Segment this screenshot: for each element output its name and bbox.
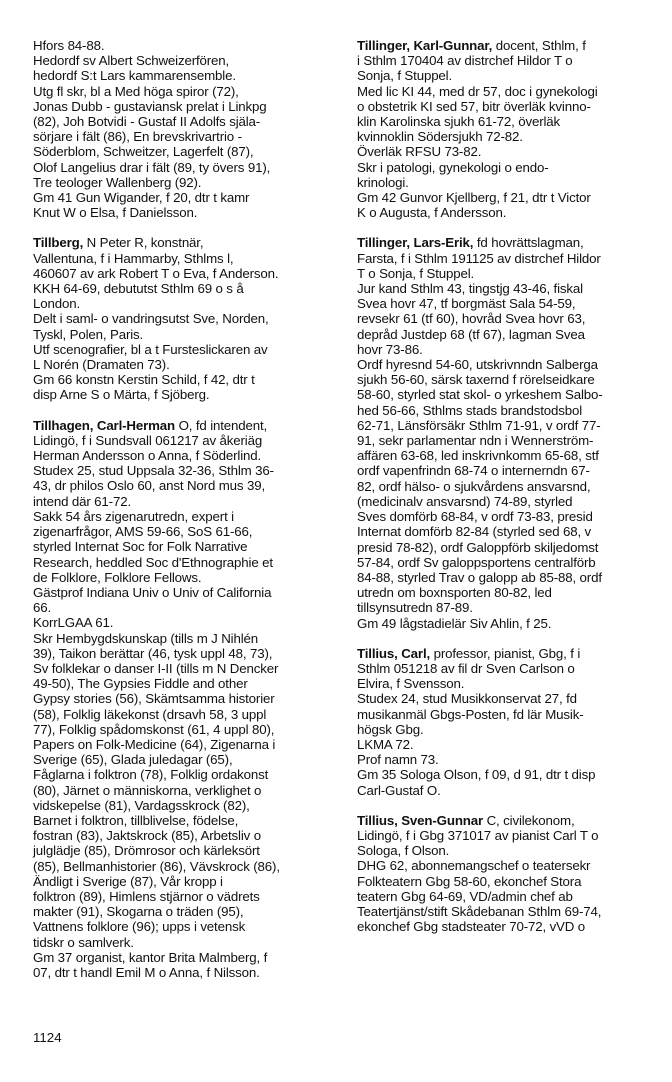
text-line: (80), Järnet o människorna, verklighet o [33,782,262,798]
entry-name: Tillinger, Karl-Gunnar, [357,38,493,53]
text-line: Jonas Dubb - gustaviansk prelat i Linkpg [33,98,267,114]
text-line: de Folklore, Folklore Fellows. [33,569,202,585]
text-line: Gästprof Indiana Univ o Univ of California [33,584,272,600]
text-line: Gm 37 organist, kantor Brita Malmberg, f [33,949,268,965]
text-line: 39), Taikon berättar (46, tysk uppl 48, 73), [33,645,273,661]
text-line: K o Augusta, f Andersson. [357,205,507,221]
text-line: 49-50), The Gypsies Fiddle and other [33,676,248,692]
text-line: 58-60, styrled stat skol- o yrkeshem Salbo- [357,387,603,403]
text-line: presid 78-82), ordf Galoppförb skiljedomst [357,539,599,555]
text-line: vidskepelse (81), Vardagsskrock (82), [33,797,250,813]
biography-entry [33,235,325,402]
text-line: Elvira, f Svensson. [357,676,465,692]
text-line: Söderblom, Schweitzer, Lagerfelt (87), [33,144,254,160]
text-line: Olof Langelius drar i fält (89, ty övers 91), [33,159,271,175]
text-line: teatern Gbg 64-69, VD/admin chef ab [357,888,573,904]
text-line: revsekr 61 (tf 60), hovråd Svea hovr 63, [357,311,586,327]
text-line: disp Arne S o Märta, f Sjöberg. [33,387,210,403]
text-line: affären 63-68, led inskrivnkomm 65-68, stf [357,448,599,464]
text-line: zigenarfrågor, AMS 59-66, SoS 61-66, [33,524,253,540]
text-line: 77), Folklig spådomskonst (61, 4 uppl 80), [33,721,275,737]
text-line: Utg fl skr, bl a Med höga spiror (72), [33,83,239,99]
text-line: klin Karolinska sjukh 61-72, överläk [357,114,561,130]
text-line: 460607 av ark Robert T o Eva, f Anderson. [33,265,279,281]
biography-entry [33,38,325,220]
right-column [357,38,649,949]
text-line: (85), Bellmanhistorier (86), Vävskrock (86), [33,858,280,874]
text-line: Fåglarna i folktron (78), Folklig ordakonst [33,767,269,783]
text-line: Sakk 54 års zigenarutredn, expert i [33,508,234,524]
text-line: sjukh 56-60, särsk taxernd f rörelseidkare [357,372,595,388]
text-line: Farsta, f i Sthlm 191125 av distrchef Hildor [357,250,601,266]
text-line: 57-84, ordf Sv galoppsportens centralförb [357,554,596,570]
text-line: Gypsy stories (56), Skämtsamma historier [33,691,275,707]
text-line: Överläk RFSU 73-82. [357,144,482,160]
text-line: Gm 41 Gun Wigander, f 20, dtr t kamr [33,190,250,206]
text-line: ekonchef Gbg stadsteater 70-72, vVD o [357,919,586,935]
text-line: Studex 25, stud Uppsala 32-36, Sthlm 36- [33,463,274,479]
entry-heading-rest: docent, Sthlm, f [492,38,586,53]
entry-heading-line [357,38,649,53]
text-line: krinologi. [357,174,409,190]
text-line: DHG 62, abonnemangschef o teatersekr [357,858,591,874]
entry-heading-line [33,418,325,433]
entry-heading-line [357,646,649,661]
entry-heading-line [33,235,325,250]
text-line: Utf scenografier, bl a t Fursteslickaren av [33,341,268,357]
text-line: Teatertjänst/stift Skådebanan Sthlm 69-74, [357,903,602,919]
text-line: (medicinalv ansvarsnd) 74-89, styrled [357,493,573,509]
text-line: hedordf S:t Lars kammarensemble. [33,68,236,84]
text-line: i Sthlm 170404 av distrchef Hildor T o [357,53,573,69]
text-line: hovr 73-86. [357,341,423,357]
text-line: Sthlm 051218 av fil dr Sven Carlson o [357,660,575,676]
biography-entry [357,646,649,798]
text-line: Lidingö, f i Gbg 371017 av pianist Carl T o [357,827,599,843]
text-line: Internat domförb 82-84 (styrled sed 68, v [357,524,592,540]
text-line: Carl-Gustaf O. [357,782,441,798]
entry-heading-rest: fd hovrättslagman, [473,235,584,251]
entry-name: Tillius, Carl, [357,645,431,661]
text-line: Herman Andersson o Anna, f Söderlind. [33,448,262,464]
text-line: Svea hovr 47, tf borgmäst Sala 54-59, [357,296,576,312]
text-line: Barnet i folktron, tillblivelse, födelse, [33,812,239,828]
text-line: Gm 49 lågstadielär Siv Ahlin, f 25. [357,615,552,631]
text-line: Research, heddled Soc d'Ethnographie et [33,554,273,570]
text-line: Gm 42 Gunvor Kjellberg, f 21, dtr t Victor [357,190,591,206]
text-line: julglädje (85), Drömrosor och kärleksört [33,843,260,859]
text-line: KKH 64-69, debututst Sthlm 69 o s å [33,281,244,297]
text-line: styrled Internat Soc for Folk Narrative [33,539,248,555]
text-line: 07, dtr t handl Emil M o Anna, f Nilsson. [33,964,260,980]
text-line: KorrLGAA 61. [33,615,114,631]
biography-entry [357,813,649,935]
text-line: Sves domförb 68-84, v ordf 73-83, presid [357,509,593,525]
entry-heading-line [357,235,649,250]
text-line: Med lic KI 44, med dr 57, doc i gynekologi [357,83,598,99]
text-line: intend där 61-72. [33,493,131,509]
text-line: Tyskl, Polen, Paris. [33,326,144,342]
text-line: Folkteatern Gbg 58-60, ekonchef Stora [357,873,582,889]
text-line: musikanmäl Gbgs-Posten, fd lär Musik- [357,706,584,722]
text-line: fostran (83), Jaktskrock (85), Arbetsliv o [33,828,261,844]
text-line: London. [33,296,81,312]
text-line: Tre teologer Wallenberg (92). [33,174,202,190]
page-number: 1124 [33,1030,62,1045]
text-line: Skr i patologi, gynekologi o endo- [357,159,549,175]
text-line: depråd Justdep 68 (tf 67), lagman Svea [357,326,585,342]
text-line: Skr Hembygdskunskap (tills m J Nihlén [33,630,259,646]
text-line: 91, sekr parlamentar ndn i Wennerström- [357,433,594,449]
text-line: Sverige (65), Glada juledagar (65), [33,752,233,768]
text-line: Studex 24, stud Musikkonservat 27, fd [357,691,577,707]
text-line: Jur kand Sthlm 43, tingstjg 43-46, fiskal [357,281,583,297]
text-line: makter (91), Skogarna o träden (95), [33,904,244,920]
text-line: högsk Gbg. [357,721,424,737]
entry-heading-rest: professor, pianist, Gbg, f i [430,645,581,661]
entry-name: Tillius, Sven-Gunnar [357,812,484,828]
text-line: ordf vapenfrindn 68-74 o internerndn 67- [357,463,590,479]
text-line: Delt i saml- o vandringsutst Sve, Norden, [33,311,269,327]
text-line: Vattnens folklore (96); upps i vetensk [33,919,246,935]
entry-heading-rest: O, fd intendent, [175,417,268,433]
text-line: LKMA 72. [357,736,414,752]
text-line: 66. [33,600,52,616]
text-line: sörjare i fält (86), En brevskrivartrio - [33,129,242,145]
text-line: L Norén (Dramaten 73). [33,357,170,373]
text-line: Vallentuna, f i Hammarby, Sthlms l, [33,250,234,266]
text-line: folktron (89), Himlens stjärnor o vädrets [33,888,260,904]
text-line: Papers on Folk-Medicine (64), Zigenarna i [33,736,276,752]
text-line: Sologa, f Olson. [357,843,450,859]
text-line: (58), Folklig läkekonst (drsavh 58, 3 uppl [33,706,267,722]
entry-heading-rest: C, civilekonom, [483,812,575,828]
text-line: Knut W o Elsa, f Danielsson. [33,205,198,221]
text-line: tidskr o samlverk. [33,934,134,950]
text-line: Sonja, f Stuppel. [357,68,453,84]
text-line: (82), Joh Botvidi - Gustaf II Adolfs själa- [33,114,261,130]
text-line: kvinnoklin Södersjukh 72-82. [357,129,523,145]
biography-entry [357,235,649,630]
entry-name: Tillinger, Lars-Erik, [357,235,474,251]
text-line: Hedordf sv Albert Schweizerfören, [33,53,230,69]
text-line: utredn om boxnsporten 80-82, led [357,585,552,601]
entry-heading-rest: N Peter R, konstnär, [83,235,204,251]
entry-name: Tillhagen, Carl-Herman [33,417,176,433]
biography-entry [357,38,649,220]
text-line: Hfors 84-88. [33,38,105,53]
text-line: Sv folklekar o danser I-II (tills m N Dencker [33,660,279,676]
text-line: 62-71, Länsförsäkr Sthlm 71-91, v ordf 77- [357,417,601,433]
text-line: Prof namn 73. [357,752,439,768]
left-column [33,38,325,995]
text-line: tillsynsutredn 87-89. [357,600,473,616]
text-line: 82, ordf hälso- o sjukvårdens ansvarsnd, [357,478,591,494]
text-line: Ordf hyresnd 54-60, utskrivnndn Salberga [357,357,598,373]
text-line: 43, dr philos Oslo 60, anst Nord mus 39, [33,478,265,494]
text-line: 84-88, styrled Trav o galopp ab 85-88, ordf [357,569,602,585]
entry-name: Tillberg, [33,235,84,251]
text-line: Gm 66 konstn Kerstin Schild, f 42, dtr t [33,372,255,388]
biography-entry [33,418,325,981]
text-line: Ändligt i Sverige (87), Vår kropp i [33,873,223,889]
text-line: Lidingö, f i Sundsvall 061217 av åkeriäg [33,432,263,448]
entry-heading-line [357,813,649,828]
text-line: T o Sonja, f Stuppel. [357,265,475,281]
text-line: o obstetrik KI sed 57, bitr överläk kvinno- [357,98,591,114]
text-line: hed 56-66, Sthlms stads brandstodsbol [357,402,583,418]
text-line: Gm 35 Sologa Olson, f 09, d 91, dtr t disp [357,767,596,783]
